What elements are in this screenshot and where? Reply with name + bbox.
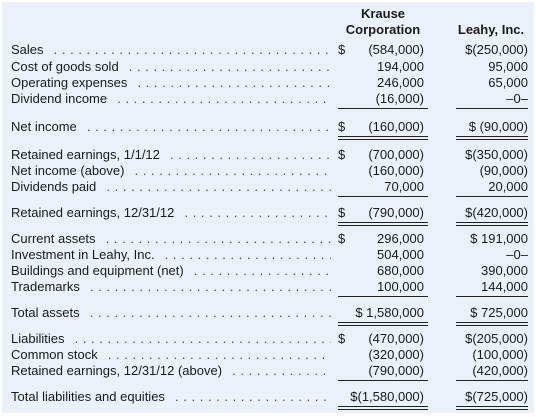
krause-value <box>338 305 424 321</box>
krause-value <box>338 263 424 279</box>
leahy-value <box>456 179 528 195</box>
row-label: Retained earnings, 1/1/12 . . . <box>11 147 331 163</box>
krause-value <box>338 163 424 179</box>
krause-header-line2: Corporation <box>345 22 421 37</box>
row-label: Dividends paid . . . <box>11 179 331 195</box>
leahy-amount: (420,000) <box>472 363 528 378</box>
row-total-assets <box>2 305 534 321</box>
row-label: Trademarks . . . <box>11 279 331 295</box>
row-total-liabilities-and-equities <box>2 389 534 405</box>
row-label: Current assets . . . <box>11 231 331 247</box>
leahy-subtotal-rule <box>456 296 528 297</box>
krause-total-double-rule <box>338 322 428 326</box>
row-common-stock <box>2 347 534 363</box>
krause-amount: 246,000 <box>377 75 424 90</box>
krause-currency: $ <box>338 331 346 346</box>
leahy-amount: 144,000 <box>481 279 528 294</box>
leahy-value <box>456 305 528 321</box>
row-label: Operating expenses . . . <box>11 75 331 91</box>
leahy-amount: 20,000 <box>488 179 528 194</box>
row-net-income-above <box>2 163 534 179</box>
leahy-subtotal-rule <box>456 380 528 381</box>
leahy-subtotal-rule <box>456 196 528 197</box>
financial-statement-table <box>2 2 534 413</box>
leahy-value <box>456 347 528 363</box>
krause-value <box>338 247 424 263</box>
leahy-amount: $(725,000) <box>465 389 528 404</box>
leahy-value <box>456 363 528 379</box>
krause-amount: (160,000) <box>368 163 424 178</box>
krause-amount: (320,000) <box>368 347 424 362</box>
krause-value <box>338 59 424 75</box>
krause-value <box>338 347 424 363</box>
leahy-value <box>456 119 528 135</box>
krause-subtotal-rule <box>338 296 428 297</box>
leahy-amount: $(350,000) <box>465 147 528 162</box>
krause-amount: (470,000) <box>368 331 424 346</box>
leahy-amount: $ 191,000 <box>470 231 528 246</box>
krause-value <box>338 42 424 58</box>
row-current-assets <box>2 231 534 247</box>
row-buildings-and-equipment <box>2 263 534 279</box>
leahy-amount: $(420,000) <box>465 205 528 220</box>
leahy-value <box>456 389 528 405</box>
leahy-amount: 390,000 <box>481 263 528 278</box>
row-label: Retained earnings, 12/31/12 . . . <box>11 205 331 221</box>
krause-total-double-rule <box>338 136 428 140</box>
column-header-krause <box>330 6 436 38</box>
row-trademarks <box>2 279 534 295</box>
row-retained-earnings-beginning <box>2 147 534 163</box>
krause-subtotal-rule <box>338 380 428 381</box>
leahy-amount: 95,000 <box>488 59 528 74</box>
row-dividend-income <box>2 91 534 107</box>
row-dividends-paid <box>2 179 534 195</box>
column-header-leahy: Leahy, Inc. <box>457 22 525 37</box>
krause-currency: $ <box>338 119 346 134</box>
krause-amount: 680,000 <box>377 263 424 278</box>
leahy-value <box>456 247 528 263</box>
leahy-value <box>456 91 528 107</box>
krause-value <box>338 389 424 405</box>
row-label: Total liabilities and equities . . . <box>11 389 331 405</box>
krause-value <box>338 75 424 91</box>
row-label: Sales . . . <box>11 42 331 58</box>
krause-subtotal-rule <box>338 196 428 197</box>
row-label: Buildings and equipment (net) . . . <box>11 263 331 279</box>
leahy-amount: $ 725,000 <box>470 305 528 320</box>
krause-value <box>338 363 424 379</box>
row-label: Net income (above) . . . <box>11 163 331 179</box>
leahy-total-double-rule <box>456 222 528 226</box>
krause-currency: $ <box>338 205 346 220</box>
row-label: Net income . . . <box>11 119 331 135</box>
row-investment-in-leahy <box>2 247 534 263</box>
leahy-total-double-rule <box>456 322 528 326</box>
krause-amount: (700,000) <box>368 147 424 162</box>
leahy-value <box>456 42 528 58</box>
krause-amount: 194,000 <box>377 59 424 74</box>
row-label: Investment in Leahy, Inc. . . . <box>11 247 331 263</box>
leahy-amount: $(250,000) <box>465 42 528 57</box>
krause-amount: 100,000 <box>377 279 424 294</box>
row-label: Liabilities . . . <box>11 331 331 347</box>
krause-amount: (790,000) <box>368 363 424 378</box>
leahy-total-double-rule <box>456 136 528 140</box>
row-label: Cost of goods sold . . . <box>11 59 331 75</box>
leahy-amount: 65,000 <box>488 75 528 90</box>
row-label: Dividend income . . . <box>11 91 331 107</box>
leahy-amount: (100,000) <box>472 347 528 362</box>
krause-value <box>338 231 424 247</box>
krause-amount: (16,000) <box>375 91 424 106</box>
krause-amount: 70,000 <box>384 179 424 194</box>
krause-value <box>338 147 424 163</box>
krause-value <box>338 119 424 135</box>
krause-value <box>338 279 424 295</box>
krause-amount: $(1,580,000) <box>350 389 424 404</box>
krause-amount: (160,000) <box>368 119 424 134</box>
leahy-value <box>456 279 528 295</box>
krause-currency: $ <box>338 147 346 162</box>
leahy-amount: –0– <box>506 247 528 262</box>
row-label: Retained earnings, 12/31/12 (above) . . . <box>11 363 331 379</box>
leahy-value <box>456 163 528 179</box>
krause-amount: (584,000) <box>368 42 424 57</box>
krause-amount: 504,000 <box>377 247 424 262</box>
leahy-amount: (90,000) <box>479 163 528 178</box>
leahy-amount: –0– <box>506 91 528 106</box>
krause-total-double-rule <box>338 406 428 410</box>
leahy-amount: $(205,000) <box>465 331 528 346</box>
krause-value <box>338 179 424 195</box>
leahy-value <box>456 263 528 279</box>
leahy-value <box>456 231 528 247</box>
leahy-value <box>456 147 528 163</box>
row-label: Total assets . . . <box>11 305 331 321</box>
row-label: Common stock . . . <box>11 347 331 363</box>
krause-currency: $ <box>338 231 346 246</box>
row-operating-expenses <box>2 75 534 91</box>
krause-subtotal-rule <box>338 108 428 109</box>
row-retained-earnings-above <box>2 363 534 379</box>
row-sales <box>2 42 534 58</box>
row-cost-of-goods-sold <box>2 59 534 75</box>
leahy-amount: $ (90,000) <box>468 119 528 134</box>
row-liabilities <box>2 331 534 347</box>
leahy-total-double-rule <box>456 406 528 410</box>
krause-amount: $ 1,580,000 <box>355 305 424 320</box>
leahy-value <box>456 75 528 91</box>
krause-header-line1: Krause <box>360 6 406 21</box>
leahy-value <box>456 331 528 347</box>
row-net-income <box>2 119 534 135</box>
krause-amount: (790,000) <box>368 205 424 220</box>
krause-value <box>338 205 424 221</box>
krause-total-double-rule <box>338 222 428 226</box>
krause-amount: 296,000 <box>377 231 424 246</box>
leahy-value <box>456 59 528 75</box>
krause-value <box>338 331 424 347</box>
leahy-subtotal-rule <box>456 108 528 109</box>
krause-value <box>338 91 424 107</box>
row-retained-earnings-ending <box>2 205 534 221</box>
krause-currency: $ <box>338 42 346 57</box>
leahy-value <box>456 205 528 221</box>
